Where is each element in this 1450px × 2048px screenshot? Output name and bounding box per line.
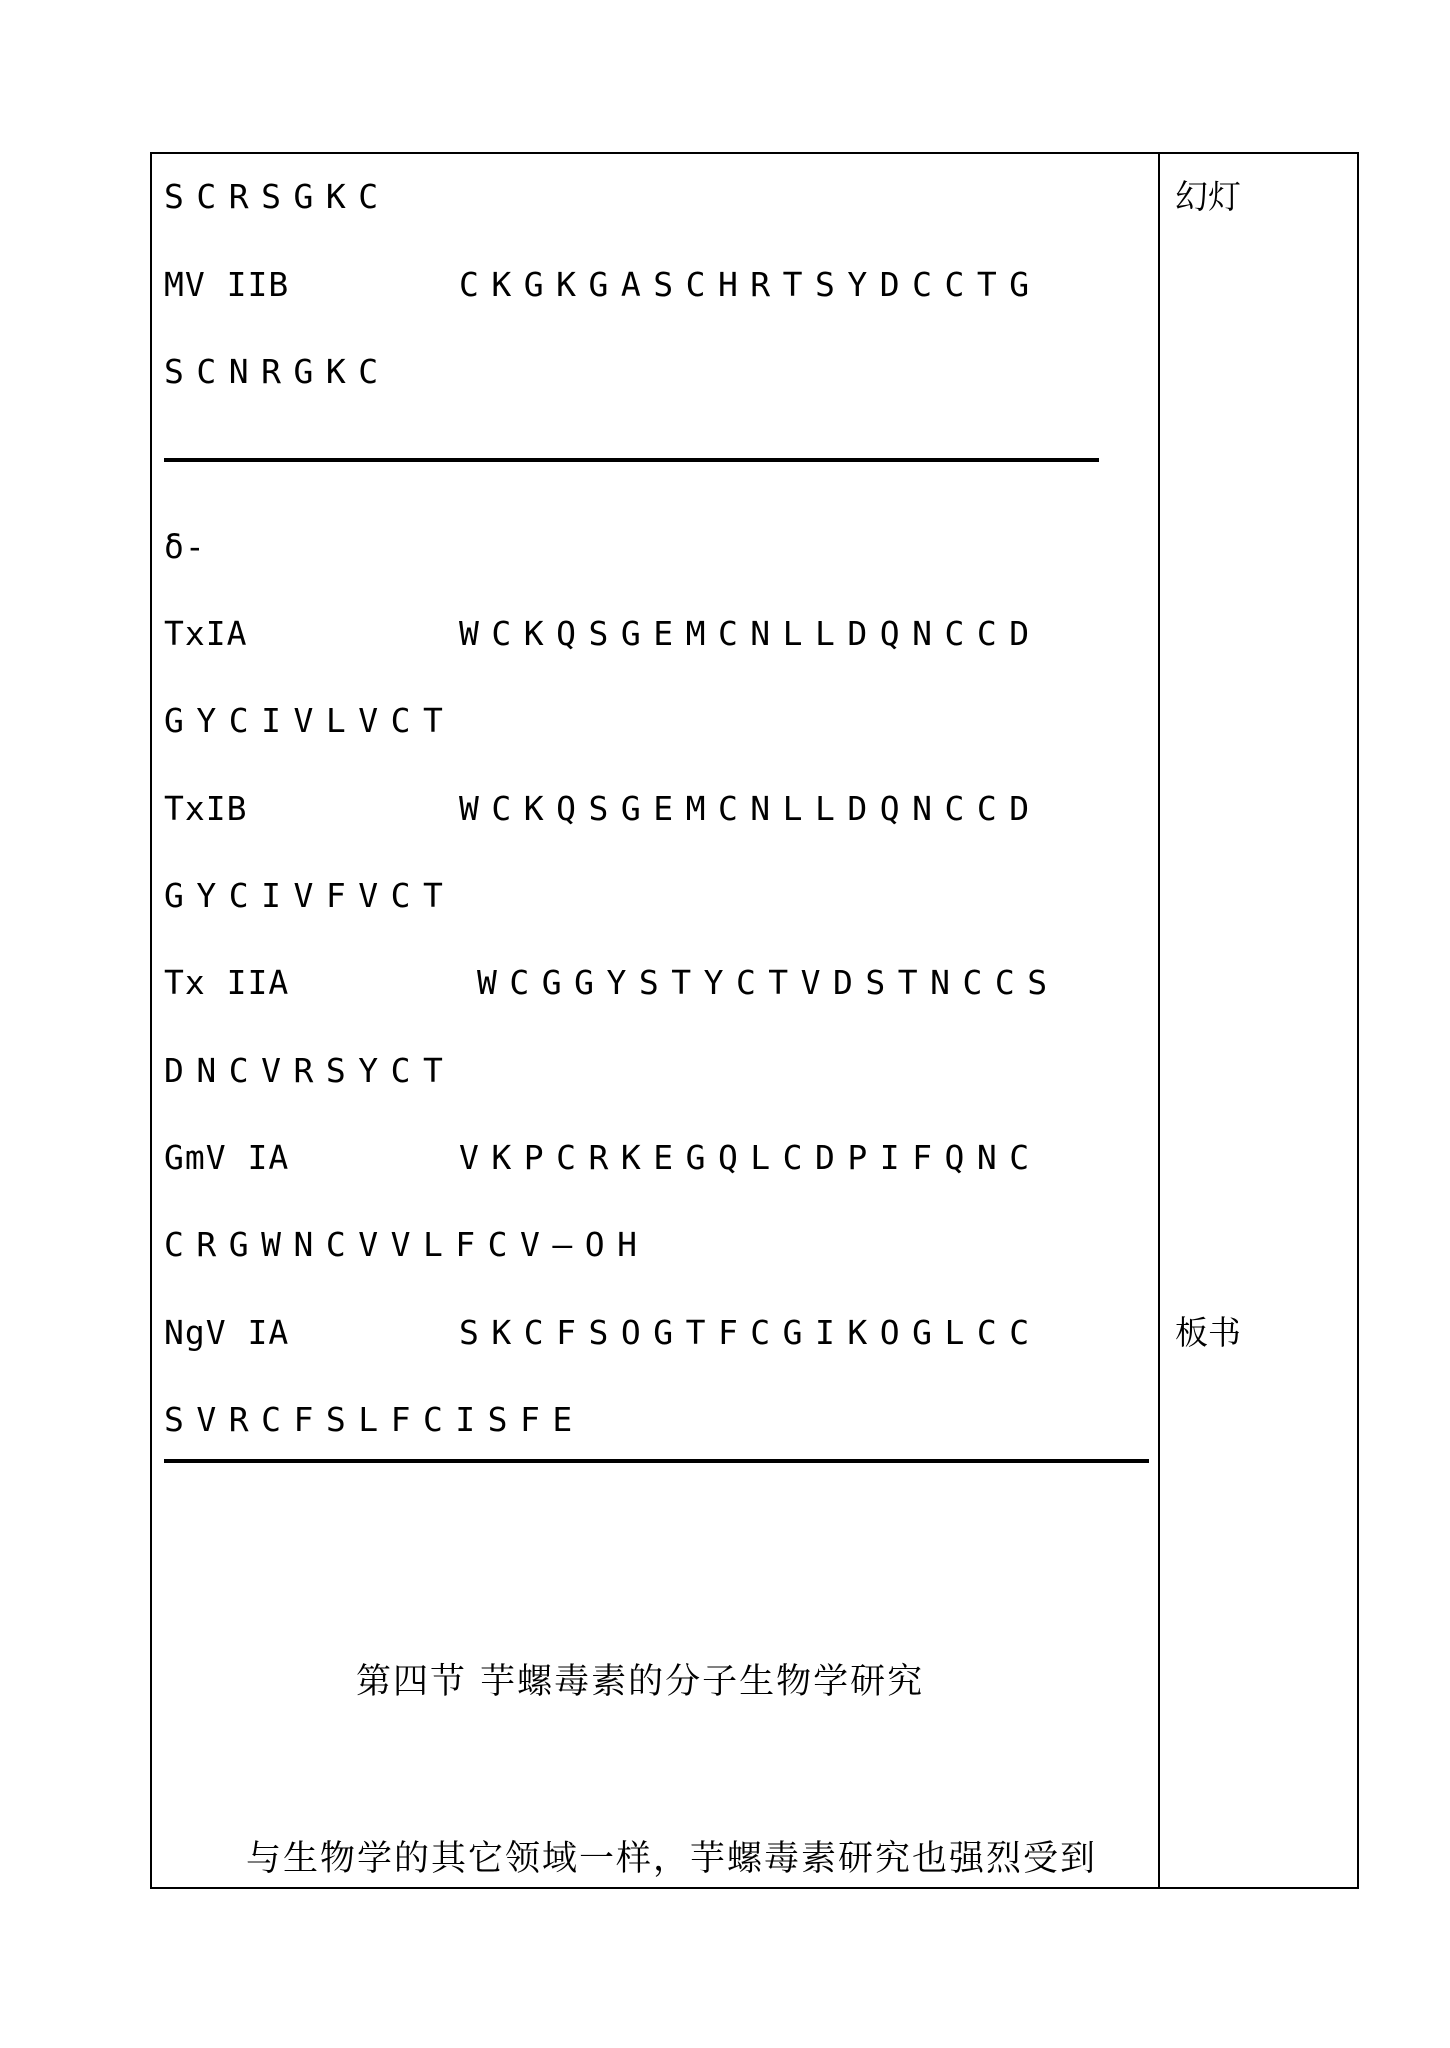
- toxin-label: TxIB: [164, 789, 248, 828]
- sequence: VKPCRKEGQLCDPIFQNC: [459, 1138, 1042, 1177]
- sequence: WCKQSGEMCNLLDQNCCD: [459, 789, 1042, 828]
- toxin-label: Tx IIA: [164, 963, 290, 1002]
- toxin-label: MV IIB: [164, 265, 290, 304]
- toxin-label: GmV IA: [164, 1138, 290, 1177]
- toxin-label: NgV IA: [164, 1313, 290, 1352]
- sequence: SKCFSOGTFCGIKOGLCC: [459, 1313, 1042, 1352]
- toxin-label: TxIA: [164, 614, 248, 653]
- column-divider: [1158, 152, 1160, 1889]
- sequence: CRGWNCVVLFCV—OH: [164, 1225, 650, 1264]
- section-title: 第四节 芋螺毒素的分子生物学研究: [356, 1662, 925, 1702]
- horizontal-rule: [164, 1459, 1149, 1463]
- table-frame: [150, 152, 1359, 1889]
- sequence: WCGGYSTYCTVDSTNCCS: [477, 963, 1060, 1002]
- sequence: WCKQSGEMCNLLDQNCCD: [459, 614, 1042, 653]
- sequence: GYCIVLVCT: [164, 701, 456, 740]
- side-note-board: 板书: [1175, 1313, 1241, 1352]
- sequence: SVRCFSLFCISFE: [164, 1400, 585, 1439]
- sequence: SCNRGKC: [164, 352, 391, 391]
- sequence: DNCVRSYCT: [164, 1051, 456, 1090]
- sequence: SCRSGKC: [164, 177, 391, 216]
- sequence: CKGKGASCHRTSYDCCTG: [459, 265, 1042, 304]
- side-note-slide: 幻灯: [1175, 177, 1241, 216]
- sequence: GYCIVFVCT: [164, 876, 456, 915]
- delta-label: δ-: [164, 527, 206, 566]
- paragraph-text: 与生物学的其它领域一样，芋螺毒素研究也强烈受到: [246, 1839, 1098, 1879]
- horizontal-rule: [164, 458, 1099, 462]
